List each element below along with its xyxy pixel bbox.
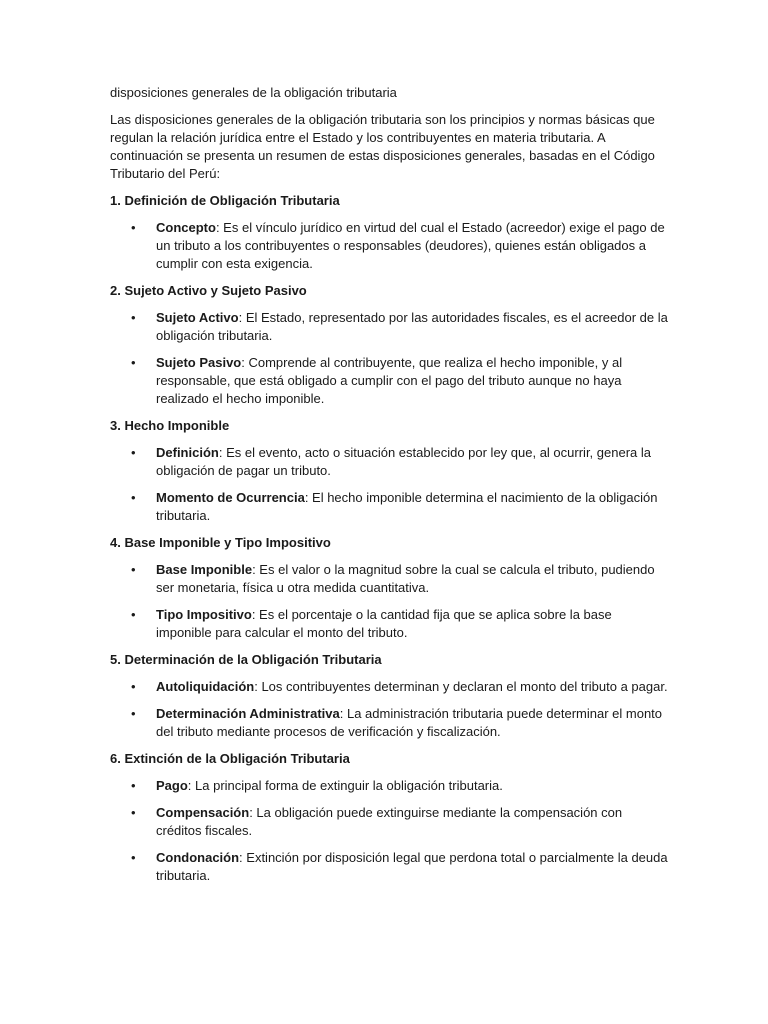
bullet-icon: •: [131, 310, 136, 325]
section-heading: 4. Base Imponible y Tipo Impositivo: [110, 535, 331, 550]
bullet-icon: •: [131, 445, 136, 460]
term-description: : Es el porcentaje o la cantidad fija que se aplica sobre la base imponible para calcular el monto del tributo.: [156, 607, 612, 640]
term-label: Sujeto Activo: [156, 310, 239, 325]
term-description: : Los contribuyentes determinan y declaran el monto del tributo a pagar.: [254, 679, 668, 694]
bullet-icon: •: [131, 490, 136, 505]
term-label: Sujeto Pasivo: [156, 355, 242, 370]
term-description: : La administración tributaria puede determinar el monto del tributo mediante procesos de verificación y fiscalización.: [156, 706, 663, 739]
term-description: : La obligación puede extinguirse mediante la compensación con créditos fiscales.: [156, 805, 623, 838]
bullet-list: [110, 309, 670, 408]
term-label: Tipo Impositivo: [156, 607, 252, 622]
term-description: : Comprende al contribuyente, que realiza el hecho imponible, y al responsable, que está obligado a cumplir con el pago del tributo aunque no haya realizado el hecho imponible.: [156, 355, 623, 406]
term-label: Pago: [156, 778, 188, 793]
term-description: : Es el valor o la magnitud sobre la cual se calcula el tributo, pudiendo ser monetaria, física u otra medida cuantitativa.: [156, 562, 655, 595]
term-label: Momento de Ocurrencia: [156, 490, 305, 505]
term-label: Determinación Administrativa: [156, 706, 340, 721]
term-label: Condonación: [156, 850, 240, 865]
section-heading: 2. Sujeto Activo y Sujeto Pasivo: [110, 283, 307, 298]
term-label: Compensación: [156, 805, 250, 820]
bullet-icon: •: [131, 355, 136, 370]
bullet-icon: •: [131, 220, 136, 235]
list-item: [110, 606, 670, 642]
list-item: [110, 777, 670, 795]
section-heading: 3. Hecho Imponible: [110, 418, 230, 433]
term-label: Autoliquidación: [156, 679, 255, 694]
list-item: [110, 678, 670, 696]
bullet-list: [110, 561, 670, 642]
document-page: [110, 84, 670, 894]
list-item: [110, 705, 670, 741]
list-item: [110, 849, 670, 885]
section-heading: 5. Determinación de la Obligación Tributaria: [110, 652, 382, 667]
list-item: [110, 804, 670, 840]
list-item: [110, 489, 670, 525]
list-item: [110, 309, 670, 345]
bullet-list: [110, 678, 670, 741]
bullet-icon: •: [131, 562, 136, 577]
term-label: Base Imponible: [156, 562, 253, 577]
intro-paragraph: Las disposiciones generales de la obligación tributaria son los principios y normas básicas que regulan la relación jurídica entre el Estado y los contribuyentes en materia tributaria. A continuación se presenta un resumen de estas disposiciones generales, basadas en el Código Tributario del Perú:: [110, 112, 655, 181]
term-description: : Es el evento, acto o situación establecido por ley que, al ocurrir, genera la obligación de pagar un tributo.: [156, 445, 651, 478]
term-description: : Es el vínculo jurídico en virtud del cual el Estado (acreedor) exige el pago de un tributo a los contribuyentes o responsables (deudores), quienes están obligados a cumplir con esta exigencia.: [156, 220, 665, 271]
term-description: : La principal forma de extinguir la obligación tributaria.: [187, 778, 503, 793]
bullet-icon: •: [131, 778, 136, 793]
bullet-list: [110, 444, 670, 525]
bullet-icon: •: [131, 607, 136, 622]
bullet-list: [110, 219, 670, 273]
term-description: : Extinción por disposición legal que perdona total o parcialmente la deuda tributaria.: [156, 850, 668, 883]
list-item: [110, 219, 670, 273]
list-item: [110, 444, 670, 480]
term-label: Concepto: [156, 220, 216, 235]
section-heading: 1. Definición de Obligación Tributaria: [110, 193, 340, 208]
term-description: : El Estado, representado por las autoridades fiscales, es el acreedor de la obligación tributaria.: [156, 310, 668, 343]
term-description: : El hecho imponible determina el nacimiento de la obligación tributaria.: [156, 490, 658, 523]
term-label: Definición: [156, 445, 219, 460]
list-item: [110, 354, 670, 408]
bullet-icon: •: [131, 850, 136, 865]
bullet-icon: •: [131, 706, 136, 721]
bullet-list: [110, 777, 670, 885]
document-title: disposiciones generales de la obligación tributaria: [110, 85, 397, 100]
bullet-icon: •: [131, 805, 136, 820]
bullet-icon: •: [131, 679, 136, 694]
section-heading: 6. Extinción de la Obligación Tributaria: [110, 751, 350, 766]
list-item: [110, 561, 670, 597]
